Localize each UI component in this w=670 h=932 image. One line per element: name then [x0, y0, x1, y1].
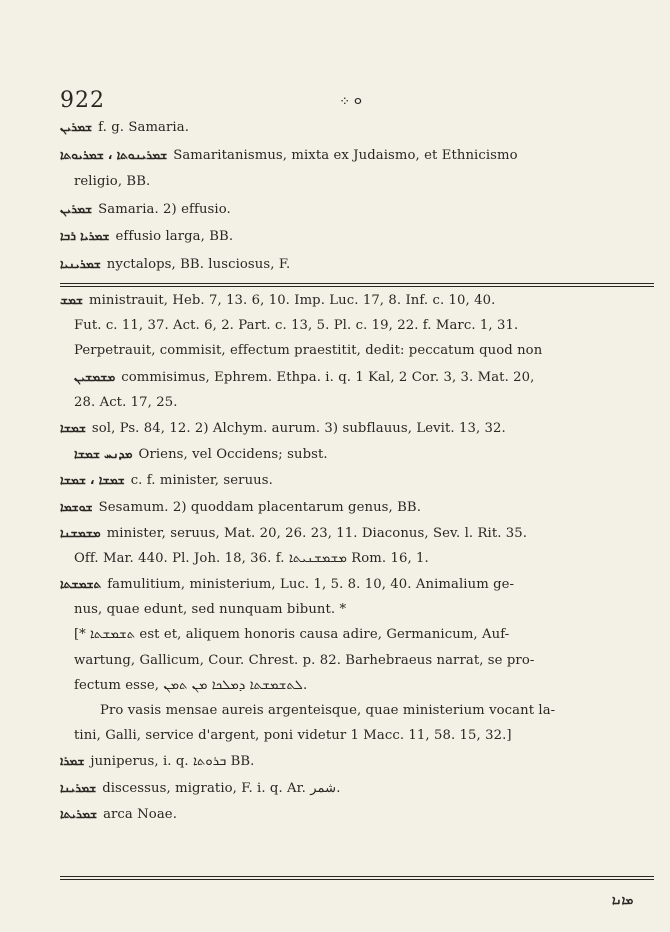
syriac-headword: ܫܡܪܝܐ ܪܒܐ	[60, 229, 110, 243]
entry-line	[60, 445, 658, 464]
entry-text: Samaritanismus, mixta ex Judaismo, et Ethnicismo	[173, 147, 518, 163]
entry-line	[60, 419, 658, 438]
entry-line	[60, 368, 658, 387]
syriac-headword: ܡܕܢܚ ܫܡܫܐ	[74, 447, 133, 462]
entry-text: tini, Galli, service d'argent, poni videtur 1 Macc. 11, 58. 15, 32.]	[74, 728, 512, 744]
bottom-rule	[60, 876, 654, 877]
entry-line	[60, 626, 658, 644]
entry-text: commisimus, Ephrem. Ethpa. i. q. 1 Kal, 2 Cor. 3, 3. Mat. 20,	[121, 369, 535, 385]
entries-section-2	[60, 291, 658, 831]
syriac-headword: ܫܘܫܡܐ	[60, 499, 93, 514]
syriac-headword: ܫܡܫܐ	[60, 420, 86, 435]
bottom-rule-thin	[60, 879, 654, 880]
entry-text: [* ܬܫܡܫܬܐ est et, aliquem honoris causa adire, Germanicum, Auf-	[74, 627, 510, 643]
entry-text: Pro vasis mensae aureis argenteisque, quae ministerium vocant la-	[100, 703, 556, 718]
entry-text: juniperus, i. q. ܒܪܘܬܐ BB.	[90, 754, 255, 770]
entry-text: famulitium, ministerium, Luc. 1, 5. 8. 10, 40. Animalium ge-	[107, 577, 515, 593]
section-rule-thin	[60, 286, 654, 287]
entry-text: f. g. Samaria.	[98, 120, 189, 135]
entry-line	[60, 550, 658, 568]
syriac-headword: ܫܡܪܝܢ	[60, 201, 93, 216]
entry-text: effusio larga, BB.	[115, 229, 234, 244]
syriac-headword: ܬܫܡܫܬܐ	[60, 577, 102, 592]
entry-text: fectum esse, ܠܬܫܡܫܬܐ ܕܡܠܟܐ ܡܢ ܬܡܢ.	[74, 677, 308, 693]
entry-line	[60, 752, 658, 771]
section-rule	[60, 283, 654, 284]
catchword: ܡܐܢܐ	[612, 893, 634, 907]
syriac-headword: ܫܡܪܝܬܐ	[60, 806, 98, 821]
entry-line	[60, 173, 658, 191]
entry-text: arca Noae.	[103, 806, 178, 822]
header-mark: ܘ ܀	[340, 90, 363, 108]
syriac-headword: ܫܡܪܝܢܐ	[60, 780, 97, 795]
entry-text: c. f. minister, seruus.	[130, 473, 273, 489]
syriac-headword: ܫܡܫܐ ، ܫܡܫܐ	[60, 473, 125, 488]
entry-line	[60, 575, 658, 594]
entry-line	[60, 342, 658, 360]
syriac-headword: ܫܡܪܝܢܝܐ	[60, 256, 101, 271]
entry-line	[60, 471, 658, 490]
entry-line	[60, 291, 658, 310]
entry-text: Samaria. 2) effusio.	[98, 201, 231, 217]
entry-line	[60, 652, 658, 670]
entry-line	[60, 805, 658, 824]
entry-text: religio, BB.	[74, 174, 151, 189]
entry-line	[60, 702, 658, 720]
entry-text: Oriens, vel Occidens; subst.	[138, 447, 328, 463]
entry-text: Sesamum. 2) quoddam placentarum genus, BB.	[98, 499, 422, 515]
syriac-headword: ܫܡܪܝܢ	[60, 120, 93, 134]
entry-line	[60, 524, 658, 543]
entry-line	[60, 601, 658, 619]
entry-line	[60, 394, 658, 412]
entry-text: nyctalops, BB. lusciosus, F.	[106, 256, 291, 272]
entry-text: Fut. c. 11, 37. Act. 6, 2. Part. c. 13, 5. Pl. c. 19, 22. f. Marc. 1, 31.	[74, 318, 519, 334]
entry-text: Perpetrauit, commisit, effectum praestitit, dedit: peccatum quod non	[74, 343, 543, 359]
entry-line	[60, 227, 658, 246]
entry-text: wartung, Gallicum, Cour. Chrest. p. 82. Barhebraeus narrat, se pro-	[74, 652, 535, 668]
entry-text: sol, Ps. 84, 12. 2) Alchym. aurum. 3) subflauus, Levit. 13, 32.	[91, 420, 506, 436]
entry-line	[60, 498, 658, 517]
entry-line	[60, 255, 658, 274]
entry-text: discessus, migratio, F. i. q. Ar. شمر.	[102, 780, 341, 796]
entry-line	[60, 146, 658, 165]
entry-line	[60, 200, 658, 219]
syriac-headword: ܫܡܫ	[60, 293, 83, 307]
syriac-headword: ܫܡܪܝܢܘܬܐ ، ܫܡܪܝܘܬܐ	[60, 147, 168, 162]
entry-line	[60, 677, 658, 695]
entry-line	[60, 779, 658, 798]
entry-line	[60, 317, 658, 335]
entry-text: minister, seruus, Mat. 20, 26. 23, 11. Diaconus, Sev. l. Rit. 35.	[106, 525, 528, 541]
syriac-headword: ܫܡܪܐ	[60, 754, 85, 769]
syriac-headword: ܡܫܡܫܢܐ	[60, 525, 101, 540]
entries-section-1	[60, 118, 658, 282]
entry-text: Off. Mar. 440. Pl. Joh. 18, 36. f. ܡܫܡܫܢܝܬܐ Rom. 16, 1.	[74, 550, 429, 566]
entry-text: 28. Act. 17, 25.	[74, 394, 178, 410]
page-number: 922	[60, 88, 105, 113]
syriac-headword: ܡܫܡܫܝܢ	[74, 369, 116, 384]
entry-line	[60, 727, 658, 745]
entry-text: nus, quae edunt, sed nunquam bibunt. *	[74, 602, 347, 618]
entry-line	[60, 118, 658, 137]
entry-text: ministrauit, Heb. 7, 13. 6, 10. Imp. Luc. 17, 8. Inf. c. 10, 40.	[89, 293, 496, 308]
